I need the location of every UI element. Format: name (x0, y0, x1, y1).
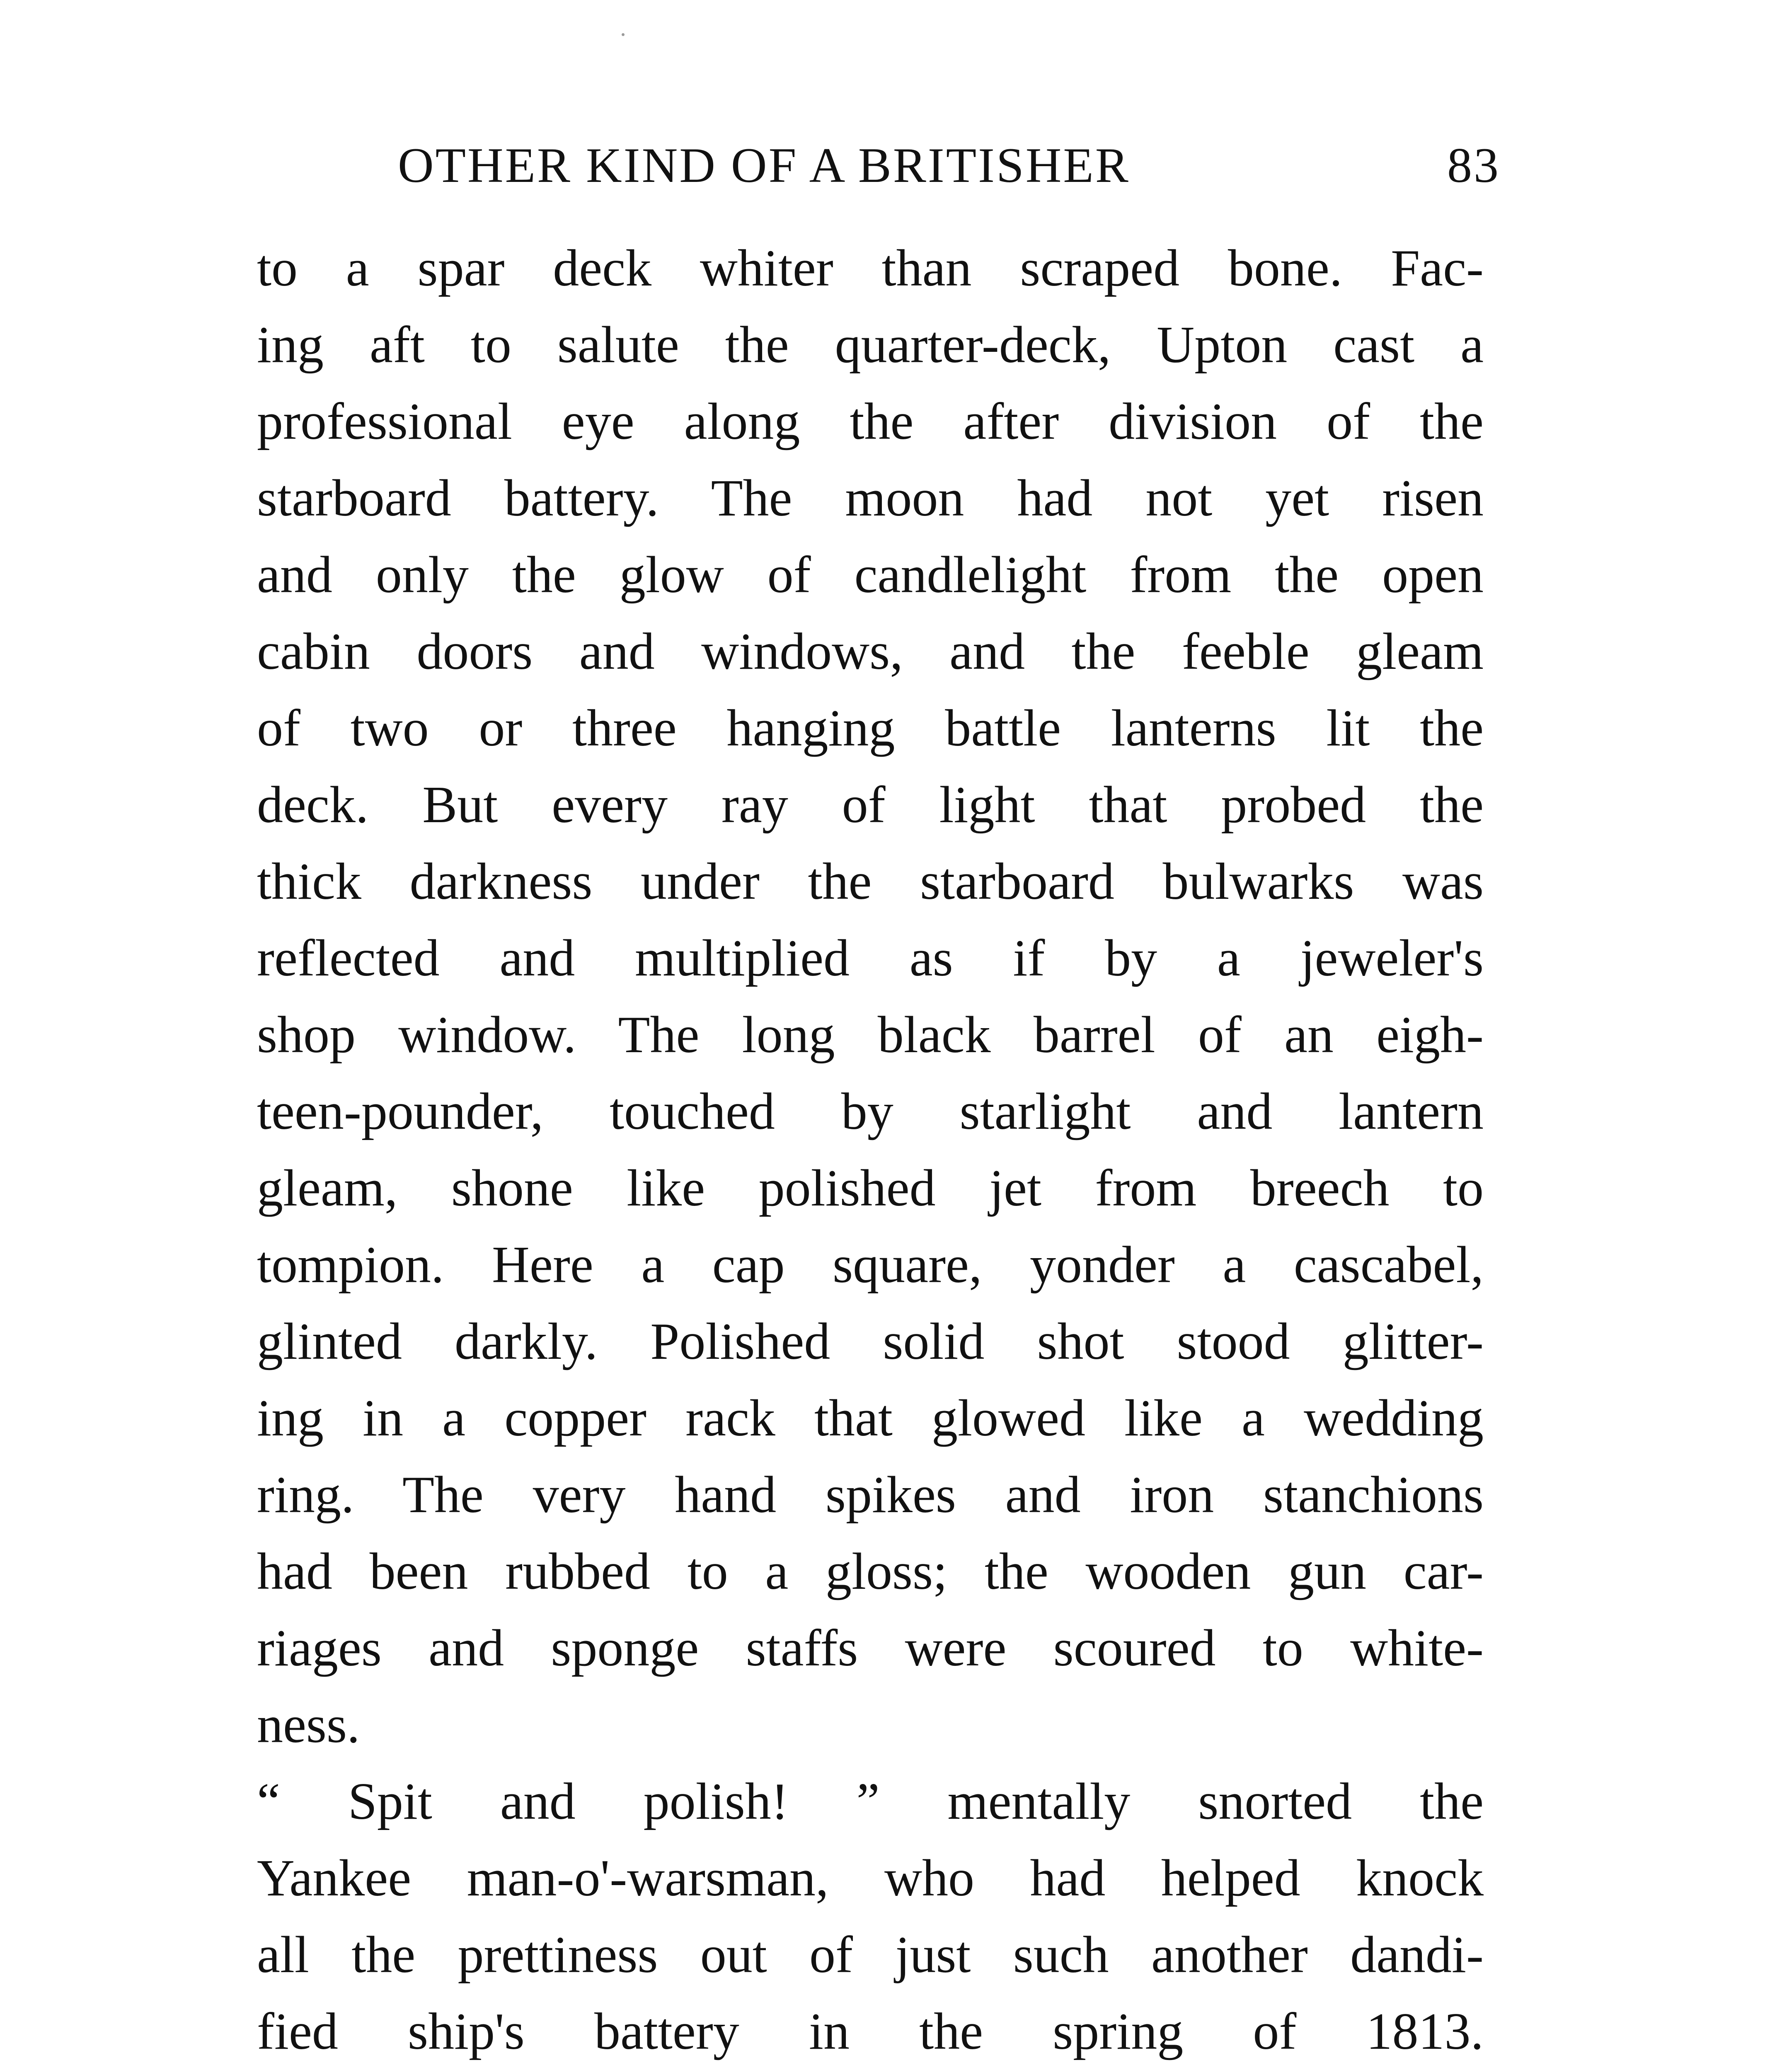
scan-speck (622, 33, 625, 36)
text-line: ring. The very hand spikes and iron stanchions (257, 1466, 1484, 1524)
text-line: teen-pounder, touched by starlight and lantern (257, 1083, 1484, 1140)
page-number: 83 (1447, 138, 1500, 193)
text-line: riages and sponge staffs were scoured to white- (257, 1619, 1484, 1677)
running-title: OTHER KIND OF A BRITISHER (398, 138, 1130, 193)
body-text (257, 230, 1484, 2072)
text-line-paragraph-end: ness. (257, 1696, 360, 1754)
text-line: shop window. The long black barrel of an eigh- (257, 1006, 1484, 1064)
text-line: reflected and multiplied as if by a jeweler's (257, 929, 1484, 987)
text-line: of two or three hanging battle lanterns lit the (257, 700, 1484, 757)
text-line: fied ship's battery in the spring of 1813. (257, 2003, 1484, 2060)
text-line: thick darkness under the starboard bulwarks was (257, 853, 1484, 910)
text-line-paragraph-start: “ Spit and polish! ” mentally snorted the (257, 1773, 1484, 1830)
text-line: starboard battery. The moon had not yet risen (257, 470, 1484, 527)
text-line: and only the glow of candlelight from the open (257, 546, 1484, 604)
text-line: ing aft to salute the quarter-deck, Upton cast a (257, 316, 1484, 374)
text-line: deck. But every ray of light that probed the (257, 776, 1484, 834)
text-line: glinted darkly. Polished solid shot stood glitter- (257, 1313, 1484, 1370)
text-line: had been rubbed to a gloss; the wooden gun car- (257, 1543, 1484, 1600)
text-line: tompion. Here a cap square, yonder a cascabel, (257, 1236, 1484, 1294)
text-line: to a spar deck whiter than scraped bone. Fac- (257, 240, 1484, 297)
text-line: all the prettiness out of just such another dandi- (257, 1926, 1484, 1984)
text-line: ing in a copper rack that glowed like a wedding (257, 1389, 1484, 1447)
text-line: gleam, shone like polished jet from breech to (257, 1159, 1484, 1217)
text-line: Yankee man-o'-warsman, who had helped knock (257, 1849, 1484, 1907)
text-line (257, 2070, 1484, 2072)
text-line: cabin doors and windows, and the feeble gleam (257, 623, 1484, 680)
running-head (398, 137, 1500, 211)
text-line: professional eye along the after division of the (257, 393, 1484, 450)
